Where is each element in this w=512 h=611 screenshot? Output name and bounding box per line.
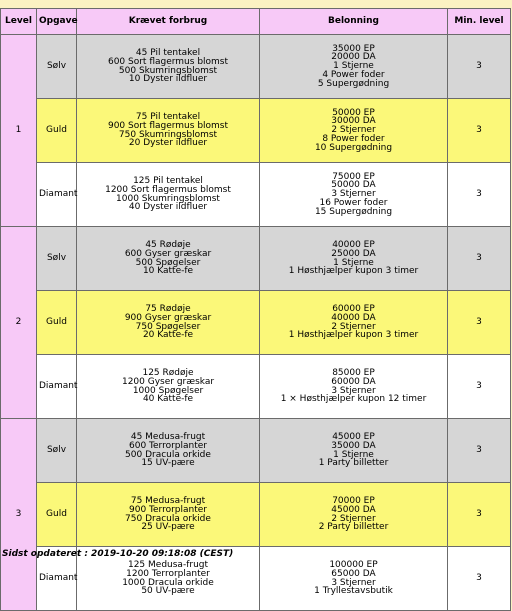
required-line: 1200 Terrorplanter <box>126 568 210 579</box>
min-level-cell: 3 <box>448 483 511 547</box>
min-level-cell: 3 <box>448 355 511 419</box>
table-row <box>1 483 511 547</box>
required-line: 25 UV-pære <box>141 522 195 533</box>
required-line: 75 Medusa-frugt <box>130 496 206 507</box>
reward-cell <box>260 355 448 419</box>
reward-line: 1 Høsthjælper kupon 3 timer <box>288 266 419 277</box>
reward-cell <box>260 163 448 227</box>
table-row <box>1 227 511 291</box>
min-level-cell: 3 <box>448 35 511 99</box>
required-line: 1200 Sort flagermus blomst <box>105 184 231 195</box>
required-cell <box>77 355 260 419</box>
reward-line: 75000 EP <box>332 171 375 182</box>
task-tier-cell: Guld <box>37 483 77 547</box>
required-line: 750 Dracula orkide <box>125 513 211 524</box>
level-cell: 3 <box>1 419 37 611</box>
reward-line: 40000 DA <box>331 312 376 323</box>
reward-cell <box>260 99 448 163</box>
required-line: 50 UV-pære <box>141 586 195 597</box>
min-level-cell: 3 <box>448 99 511 163</box>
reward-line: 3 Stjerner <box>331 577 376 588</box>
required-line: 45 Medusa-frugt <box>130 432 206 443</box>
table-body <box>1 35 511 611</box>
required-line: 45 Pil tentakel <box>135 48 201 59</box>
required-cell <box>77 35 260 99</box>
reward-line: 35000 EP <box>332 43 375 54</box>
table-row <box>1 99 511 163</box>
reward-line: 2 Party billetter <box>318 522 389 533</box>
required-line: 900 Terrorplanter <box>129 504 207 515</box>
reward-line: 1 Høsthjælper kupon 3 timer <box>288 330 419 341</box>
reward-line: 25000 DA <box>331 248 376 259</box>
min-level-cell: 3 <box>448 163 511 227</box>
required-line: 40 Katte-fe <box>142 394 194 405</box>
required-line: 75 Pil tentakel <box>135 112 201 123</box>
required-line: 1000 Dracula orkide <box>122 577 214 588</box>
required-line: 600 Terrorplanter <box>129 440 207 451</box>
reward-line: 85000 EP <box>332 368 375 379</box>
required-line: 125 Medusa-frugt <box>127 560 209 571</box>
task-tier-cell: Guld <box>37 99 77 163</box>
reward-line: 60000 DA <box>331 376 376 387</box>
required-cell <box>77 99 260 163</box>
reward-line: 30000 DA <box>331 116 376 127</box>
table-row <box>1 419 511 483</box>
reward-line: 60000 EP <box>332 304 375 315</box>
reward-cell <box>260 227 448 291</box>
required-line: 600 Sort flagermus blomst <box>107 56 229 67</box>
required-line: 500 Spøgelser <box>135 257 201 268</box>
level-cell: 1 <box>1 35 37 227</box>
required-line: 125 Pil tentakel <box>133 176 203 187</box>
reward-line: 1 Stjerne <box>333 449 374 460</box>
table-row <box>1 35 511 99</box>
reward-line: 45000 DA <box>331 504 376 515</box>
table-row <box>1 355 511 419</box>
reward-line: 50000 DA <box>331 180 376 191</box>
required-cell <box>77 419 260 483</box>
reward-line: 4 Power foder <box>322 69 385 80</box>
required-line: 500 Dracula orkide <box>125 449 211 460</box>
last-updated-text: Sidst opdateret : 2019-10-20 09:18:08 (CEST) <box>2 549 234 559</box>
required-line: 600 Gyser græskar <box>124 248 212 259</box>
required-line: 15 UV-pære <box>141 458 195 469</box>
task-tier-cell: Guld <box>37 291 77 355</box>
required-line: 10 Dyster ildfluer <box>128 74 208 85</box>
reward-line: 16 Power foder <box>319 197 388 208</box>
required-cell <box>77 227 260 291</box>
reward-line: 10 Supergødning <box>314 142 393 153</box>
required-line: 1000 Skumringsblomst <box>116 193 220 204</box>
level-cell: 2 <box>1 227 37 419</box>
header-reward: Belonning <box>260 9 448 35</box>
reward-line: 1 Tryllestavsbutik <box>314 586 393 597</box>
reward-line: 45000 EP <box>332 432 375 443</box>
reward-line: 2 Stjerner <box>331 321 376 332</box>
reward-cell <box>260 483 448 547</box>
task-tier-cell: Diamant <box>37 355 77 419</box>
required-line: 20 Katte-fe <box>142 330 194 341</box>
required-cell <box>77 483 260 547</box>
reward-line: 3 Stjerner <box>331 385 376 396</box>
required-line: 750 Spøgelser <box>135 321 201 332</box>
reward-line: 1 Stjerne <box>333 61 374 72</box>
required-cell <box>77 163 260 227</box>
reward-line: 40000 EP <box>332 240 375 251</box>
required-line: 10 Katte-fe <box>142 266 194 277</box>
required-line: 20 Dyster ildfluer <box>128 138 208 149</box>
reward-cell <box>260 291 448 355</box>
reward-line: 15 Supergødning <box>314 206 393 217</box>
table-row <box>1 163 511 227</box>
reward-line: 3 Stjerner <box>331 189 376 200</box>
reward-line: 65000 DA <box>331 568 376 579</box>
required-cell <box>77 291 260 355</box>
required-line: 900 Gyser græskar <box>124 312 212 323</box>
required-line: 40 Dyster ildfluer <box>128 202 208 213</box>
header-level: Level <box>1 9 37 35</box>
reward-line: 35000 DA <box>331 440 376 451</box>
table-row <box>1 291 511 355</box>
reward-cell <box>260 35 448 99</box>
reward-line: 2 Stjerner <box>331 513 376 524</box>
reward-line: 50000 EP <box>332 107 375 118</box>
task-tier-cell: Diamant <box>37 163 77 227</box>
min-level-cell: 3 <box>448 547 511 611</box>
required-line: 45 Rødøje <box>145 240 191 251</box>
task-tier-cell: Diamant <box>37 547 77 611</box>
reward-line: 100000 EP <box>329 560 378 571</box>
header-min-level: Min. level <box>448 9 511 35</box>
required-line: 125 Rødøje <box>142 368 194 379</box>
reward-line: 20000 DA <box>331 52 376 63</box>
reward-cell <box>260 419 448 483</box>
task-tier-cell: Sølv <box>37 419 77 483</box>
reward-line: 1 Party billetter <box>318 458 389 469</box>
quest-table <box>0 8 511 611</box>
required-line: 500 Skumringsblomst <box>118 65 218 76</box>
required-line: 1200 Gyser græskar <box>121 376 215 387</box>
reward-cell <box>260 547 448 611</box>
min-level-cell: 3 <box>448 227 511 291</box>
required-line: 900 Sort flagermus blomst <box>107 120 229 131</box>
task-tier-cell: Sølv <box>37 227 77 291</box>
reward-line: 70000 EP <box>332 496 375 507</box>
min-level-cell: 3 <box>448 291 511 355</box>
reward-line: 2 Stjerner <box>331 125 376 136</box>
header-required: Krævet forbrug <box>77 9 260 35</box>
required-line: 1000 Spøgelser <box>132 385 204 396</box>
reward-line: 1 × Høsthjælper kupon 12 timer <box>280 394 427 405</box>
header-row <box>1 9 511 35</box>
required-line: 75 Rødøje <box>145 304 191 315</box>
reward-line: 8 Power foder <box>322 133 385 144</box>
required-line: 750 Skumringsblomst <box>118 129 218 140</box>
header-task: Opgave <box>37 9 77 35</box>
task-tier-cell: Sølv <box>37 35 77 99</box>
reward-line: 5 Supergødning <box>317 78 390 89</box>
min-level-cell: 3 <box>448 419 511 483</box>
reward-line: 1 Stjerne <box>333 257 374 268</box>
